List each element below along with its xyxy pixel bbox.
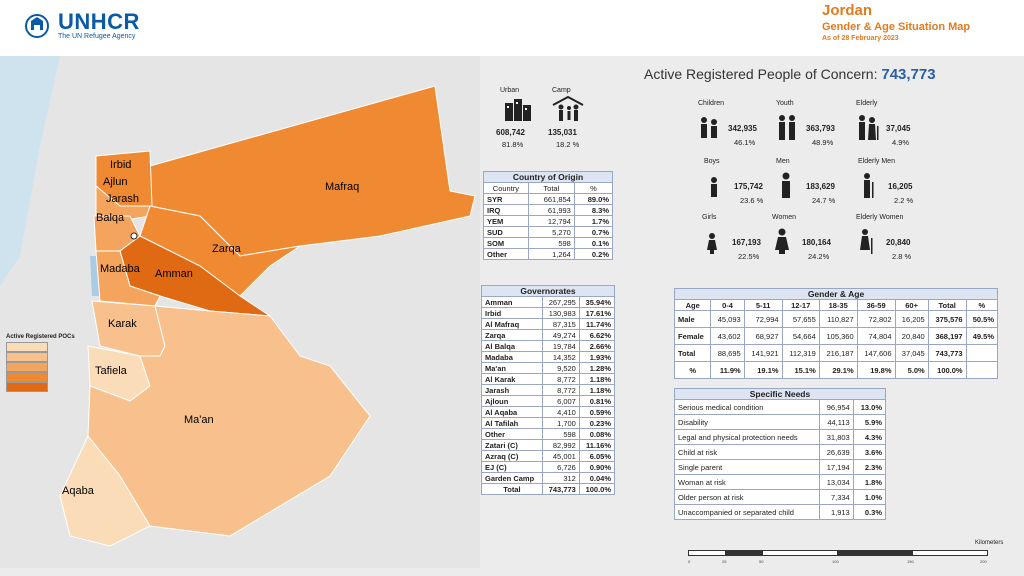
gender-age-cell: 112,319 [782, 345, 819, 362]
governorate-total: 6,007 [542, 396, 579, 407]
governorate-name: Ma'an [482, 363, 543, 374]
gender-age-cell: 368,197 [928, 328, 966, 345]
scale-segment [912, 550, 988, 556]
gender-age-cell: 49.5% [966, 328, 997, 345]
summary-total: 743,773 [881, 66, 936, 83]
specific-need-pct: 4.3% [853, 430, 885, 445]
origin-row [484, 194, 613, 205]
governorate-name: Irbid [482, 308, 543, 319]
scale-segment [688, 550, 726, 556]
governorate-name: Jarash [482, 385, 543, 396]
governorate-total: 14,352 [542, 352, 579, 363]
gender-age-cell: 45,093 [711, 311, 744, 328]
governorate-row [482, 407, 615, 418]
gender-age-cell: 16,205 [895, 311, 928, 328]
governorate-name: EJ (C) [482, 462, 543, 473]
demographic-label: Children [698, 100, 725, 107]
specific-need-pct: 13.0% [853, 400, 885, 415]
governorate-name: Madaba [482, 352, 543, 363]
demographic-pct: 2.8 % [892, 252, 912, 261]
specific-need-pct: 5.9% [853, 415, 885, 430]
specific-need-value: 17,194 [819, 460, 853, 475]
gender-age-cell: 11.9% [711, 362, 744, 379]
specific-need-value: 31,803 [819, 430, 853, 445]
governorate-row [482, 396, 615, 407]
camp-pct: 18.2 % [556, 140, 580, 149]
specific-need-row [675, 490, 886, 505]
governorate-name: Amman [482, 297, 543, 308]
specific-need-row [675, 475, 886, 490]
gender-age-cell: 74,804 [857, 328, 895, 345]
map-legend [6, 334, 75, 392]
governorate-pct: 1.28% [579, 363, 614, 374]
governorate-total: 267,295 [542, 297, 579, 308]
governorate-row [482, 440, 615, 451]
origin-pct: 0.7% [574, 227, 612, 238]
gender-age-col-header: 18-35 [819, 300, 857, 311]
specific-needs-table [674, 388, 886, 520]
governorate-name: Azraq (C) [482, 451, 543, 462]
governorate-pct: 35.94% [579, 297, 614, 308]
gender-age-cell: 88,695 [711, 345, 744, 362]
demographic-value: 20,840 [886, 238, 911, 247]
demographic-label: Girls [702, 214, 717, 221]
legend-swatch [6, 362, 48, 372]
elderly-man-icon [858, 172, 882, 200]
girl-icon [702, 228, 726, 256]
scale-tick: 200 [980, 559, 987, 564]
label-aqaba: Aqaba [62, 485, 94, 497]
governorate-name: Al Karak [482, 374, 543, 385]
legend-swatch [6, 372, 48, 382]
demographic-pct: 23.6 % [740, 196, 764, 205]
legend-swatch [6, 352, 48, 362]
governorate-pct: 0.81% [579, 396, 614, 407]
specific-need-row [675, 415, 886, 430]
gender-age-cell: 19.8% [857, 362, 895, 379]
governorate-pct: 2.66% [579, 341, 614, 352]
specific-need-label: Legal and physical protection needs [675, 430, 820, 445]
label-maan: Ma'an [184, 414, 214, 426]
youth-icon [776, 114, 800, 142]
specific-need-pct: 1.0% [853, 490, 885, 505]
gender-age-col-header: 0-4 [711, 300, 744, 311]
specific-needs-title: Specific Needs [675, 389, 886, 400]
governorate-row [482, 473, 615, 484]
governorate-total: 4,410 [542, 407, 579, 418]
origin-row [484, 249, 613, 260]
gender-age-cell: Total [675, 345, 711, 362]
governorate-row [482, 429, 615, 440]
specific-need-row [675, 445, 886, 460]
specific-need-value: 1,913 [819, 505, 853, 520]
label-balqa: Balqa [96, 212, 125, 224]
demographic-label: Women [772, 214, 796, 221]
label-irbid: Irbid [110, 159, 132, 171]
legend-row [6, 382, 75, 392]
specific-need-value: 26,639 [819, 445, 853, 460]
governorate-pct: 1.18% [579, 374, 614, 385]
origin-pct: 0.2% [574, 249, 612, 260]
specific-need-value: 7,334 [819, 490, 853, 505]
elderly-woman-icon [856, 228, 880, 256]
origin-pct: 8.3% [574, 205, 612, 216]
governorate-row [482, 418, 615, 429]
gender-age-cell: 43,602 [711, 328, 744, 345]
demographic-pct: 22.5% [738, 252, 760, 261]
governorate-pct: 1.18% [579, 385, 614, 396]
specific-need-label: Disability [675, 415, 820, 430]
urban-pct: 81.8% [502, 140, 524, 149]
demographic-value: 16,205 [888, 182, 913, 191]
specific-need-label: Unaccompanied or separated child [675, 505, 820, 520]
origin-col-country: Country [484, 183, 529, 194]
origin-total: 5,270 [528, 227, 574, 238]
page-date: As of 28 February 2023 [822, 35, 899, 42]
governorate-row [482, 462, 615, 473]
origin-country: SYR [484, 194, 529, 205]
governorate-row [482, 297, 615, 308]
camp-value: 135,031 [548, 128, 577, 137]
governorate-row [482, 352, 615, 363]
governorate-row [482, 363, 615, 374]
origin-country: SOM [484, 238, 529, 249]
scale-tick: 100 [832, 559, 839, 564]
governorate-total: 45,001 [542, 451, 579, 462]
origin-country: Other [484, 249, 529, 260]
specific-need-label: Older person at risk [675, 490, 820, 505]
governorate-total: 49,274 [542, 330, 579, 341]
legend-title: Active Registered POCs [6, 334, 75, 340]
gender-age-row [675, 362, 998, 379]
gender-age-cell: 15.1% [782, 362, 819, 379]
summary-title [644, 66, 936, 83]
specific-need-row [675, 400, 886, 415]
demographic-value: 342,935 [728, 124, 757, 133]
demographic-label: Boys [704, 158, 720, 165]
specific-need-row [675, 505, 886, 520]
legend-row [6, 372, 75, 382]
demographic-pct: 2.2 % [894, 196, 914, 205]
gender-age-cell: 68,927 [744, 328, 782, 345]
gender-age-row [675, 345, 998, 362]
governorate-total: 19,784 [542, 341, 579, 352]
origin-pct: 89.0% [574, 194, 612, 205]
demographic-pct: 24.2% [808, 252, 830, 261]
gender-age-table [674, 288, 998, 379]
scale-tick: 25 [722, 559, 727, 564]
governorate-row [482, 319, 615, 330]
origin-country: YEM [484, 216, 529, 227]
country-of-origin-table [483, 171, 613, 260]
specific-need-value: 96,954 [819, 400, 853, 415]
governorates-table [481, 285, 615, 495]
gender-age-cell: 29.1% [819, 362, 857, 379]
boy-icon [704, 172, 728, 200]
gender-age-row [675, 328, 998, 345]
scale-label: Kilometers [975, 540, 1004, 546]
gender-age-cell [966, 345, 997, 362]
gender-age-cell: 54,664 [782, 328, 819, 345]
governorate-name: Al Balqa [482, 341, 543, 352]
scale-tick: 0 [688, 559, 691, 564]
origin-col-total: Total [528, 183, 574, 194]
governorate-total: 82,992 [542, 440, 579, 451]
gender-age-col-header: Age [675, 300, 711, 311]
origin-row [484, 216, 613, 227]
specific-need-value: 44,113 [819, 415, 853, 430]
specific-need-label: Woman at risk [675, 475, 820, 490]
governorate-name: Garden Camp [482, 473, 543, 484]
governorate-total: 598 [542, 429, 579, 440]
gender-age-cell: 5.0% [895, 362, 928, 379]
legend-row [6, 342, 75, 352]
gender-age-col-header: 36-59 [857, 300, 895, 311]
gender-age-cell [966, 362, 997, 379]
gender-age-col-header: 5-11 [744, 300, 782, 311]
scale-segment [837, 550, 913, 556]
gender-age-cell: 100.0% [928, 362, 966, 379]
page-subtitle: Gender & Age Situation Map [822, 21, 971, 33]
demographic-label: Men [776, 158, 790, 165]
governorate-name: Al Aqaba [482, 407, 543, 418]
demographic-value: 183,629 [806, 182, 835, 191]
governorate-name: Al Tafilah [482, 418, 543, 429]
gender-age-col-header: 60+ [895, 300, 928, 311]
governorate-pct: 0.08% [579, 429, 614, 440]
specific-need-label: Single parent [675, 460, 820, 475]
demographic-label: Elderly Women [856, 214, 904, 221]
gender-age-cell: 110,827 [819, 311, 857, 328]
label-karak: Karak [108, 318, 137, 330]
governorates-title: Governorates [482, 286, 615, 297]
scale-segment [725, 550, 763, 556]
legend-row [6, 352, 75, 362]
origin-total: 1,264 [528, 249, 574, 260]
label-tafiela: Tafiela [95, 365, 127, 377]
governorate-total: 312 [542, 473, 579, 484]
governorate-name: Zarqa [482, 330, 543, 341]
governorate-total: 130,983 [542, 308, 579, 319]
governorate-total: 9,520 [542, 363, 579, 374]
specific-need-pct: 1.8% [853, 475, 885, 490]
scale-tick: 50 [759, 559, 764, 564]
gender-age-title: Gender & Age [675, 289, 998, 300]
origin-col-pct: % [574, 183, 612, 194]
org-subtitle: The UN Refugee Agency [58, 33, 136, 40]
governorate-total: 8,772 [542, 374, 579, 385]
elderly-icon [856, 114, 880, 142]
specific-need-label: Child at risk [675, 445, 820, 460]
gender-age-cell: 19.1% [744, 362, 782, 379]
scale-bar [688, 550, 988, 564]
origin-total: 61,993 [528, 205, 574, 216]
governorate-total: 1,700 [542, 418, 579, 429]
demographic-label: Elderly [856, 100, 878, 107]
demographic-pct: 24.7 % [812, 196, 836, 205]
governorate-name: Other [482, 429, 543, 440]
specific-need-row [675, 430, 886, 445]
governorate-pct: 100.0% [579, 484, 614, 495]
governorate-pct: 17.61% [579, 308, 614, 319]
governorate-row [482, 385, 615, 396]
gender-age-cell: 20,840 [895, 328, 928, 345]
demographic-value: 167,193 [732, 238, 761, 247]
demographic-value: 180,164 [802, 238, 831, 247]
governorate-name: Al Mafraq [482, 319, 543, 330]
specific-need-value: 13,034 [819, 475, 853, 490]
governorate-row [482, 341, 615, 352]
gender-age-col-header: 12-17 [782, 300, 819, 311]
legend-swatch [6, 342, 48, 352]
governorate-row [482, 374, 615, 385]
title-block [822, 2, 970, 42]
gender-age-cell: 37,045 [895, 345, 928, 362]
demographic-value: 363,793 [806, 124, 835, 133]
origin-country: IRQ [484, 205, 529, 216]
demographic-value: 175,742 [734, 182, 763, 191]
governorate-row [482, 308, 615, 319]
label-jarash: Jarash [106, 193, 140, 205]
specific-need-label: Serious medical condition [675, 400, 820, 415]
gender-age-cell: 375,576 [928, 311, 966, 328]
legend-swatch [6, 382, 48, 392]
legend-row [6, 362, 75, 372]
governorate-pct: 6.05% [579, 451, 614, 462]
demographic-label: Youth [776, 100, 794, 107]
capital-marker-icon [131, 233, 137, 239]
demographic-value: 37,045 [886, 124, 911, 133]
demographic-label: Elderly Men [858, 158, 895, 165]
woman-icon [772, 228, 796, 256]
governorate-name: Total [482, 484, 543, 495]
governorate-pct: 0.59% [579, 407, 614, 418]
gender-age-cell: 57,655 [782, 311, 819, 328]
urban-value: 608,742 [496, 128, 525, 137]
scale-segment [762, 550, 838, 556]
origin-pct: 1.7% [574, 216, 612, 227]
gender-age-cell: Female [675, 328, 711, 345]
gender-age-cell: 216,187 [819, 345, 857, 362]
origin-row [484, 227, 613, 238]
gender-age-cell: 72,994 [744, 311, 782, 328]
demographic-pct: 4.9% [892, 138, 910, 147]
origin-total: 598 [528, 238, 574, 249]
gender-age-cell: Male [675, 311, 711, 328]
children-icon [698, 114, 722, 142]
origin-country: SUD [484, 227, 529, 238]
governorate-row [482, 330, 615, 341]
label-zarqa: Zarqa [212, 243, 241, 255]
man-icon [776, 172, 800, 200]
label-mafraq: Mafraq [325, 181, 360, 193]
governorate-pct: 11.16% [579, 440, 614, 451]
governorate-total: 743,773 [542, 484, 579, 495]
governorate-name: Ajloun [482, 396, 543, 407]
demographic-pct: 48.9% [812, 138, 834, 147]
org-name: UNHCR [58, 9, 140, 34]
label-amman: Amman [155, 268, 193, 280]
governorate-pct: 0.90% [579, 462, 614, 473]
governorate-pct: 11.74% [579, 319, 614, 330]
specific-need-row [675, 460, 886, 475]
governorate-pct: 1.93% [579, 352, 614, 363]
gender-age-col-header: Total [928, 300, 966, 311]
specific-need-pct: 2.3% [853, 460, 885, 475]
page-title: Jordan [822, 2, 873, 19]
origin-row [484, 205, 613, 216]
gender-age-cell: 105,360 [819, 328, 857, 345]
governorate-row [482, 484, 615, 495]
urban-label: Urban [500, 87, 520, 94]
origin-title: Country of Origin [484, 172, 613, 183]
label-ajlun: Ajlun [103, 176, 128, 188]
gender-age-row [675, 311, 998, 328]
origin-pct: 0.1% [574, 238, 612, 249]
governorate-total: 8,772 [542, 385, 579, 396]
specific-need-pct: 3.6% [853, 445, 885, 460]
scale-tick: 150 [907, 559, 914, 564]
governorate-pct: 0.23% [579, 418, 614, 429]
gender-age-cell: % [675, 362, 711, 379]
unhcr-emblem-icon [22, 13, 52, 39]
gender-age-cell: 141,921 [744, 345, 782, 362]
governorate-pct: 0.04% [579, 473, 614, 484]
label-madaba: Madaba [100, 263, 140, 275]
urban-buildings-icon [503, 97, 533, 123]
camp-label: Camp [552, 87, 571, 94]
camp-family-icon [551, 95, 585, 123]
gender-age-cell: 50.5% [966, 311, 997, 328]
origin-total: 12,794 [528, 216, 574, 227]
gender-age-cell: 72,802 [857, 311, 895, 328]
governorate-total: 6,726 [542, 462, 579, 473]
gender-age-cell: 743,773 [928, 345, 966, 362]
summary-label: Active Registered People of Concern: [644, 66, 878, 82]
origin-row [484, 238, 613, 249]
unhcr-logo [22, 9, 140, 40]
demographic-pct: 46.1% [734, 138, 756, 147]
governorate-pct: 6.62% [579, 330, 614, 341]
governorate-row [482, 451, 615, 462]
governorate-total: 87,315 [542, 319, 579, 330]
gender-age-col-header: % [966, 300, 997, 311]
jordan-map [0, 56, 480, 568]
origin-total: 661,854 [528, 194, 574, 205]
gender-age-cell: 147,606 [857, 345, 895, 362]
specific-need-pct: 0.3% [853, 505, 885, 520]
governorate-name: Zatari (C) [482, 440, 543, 451]
